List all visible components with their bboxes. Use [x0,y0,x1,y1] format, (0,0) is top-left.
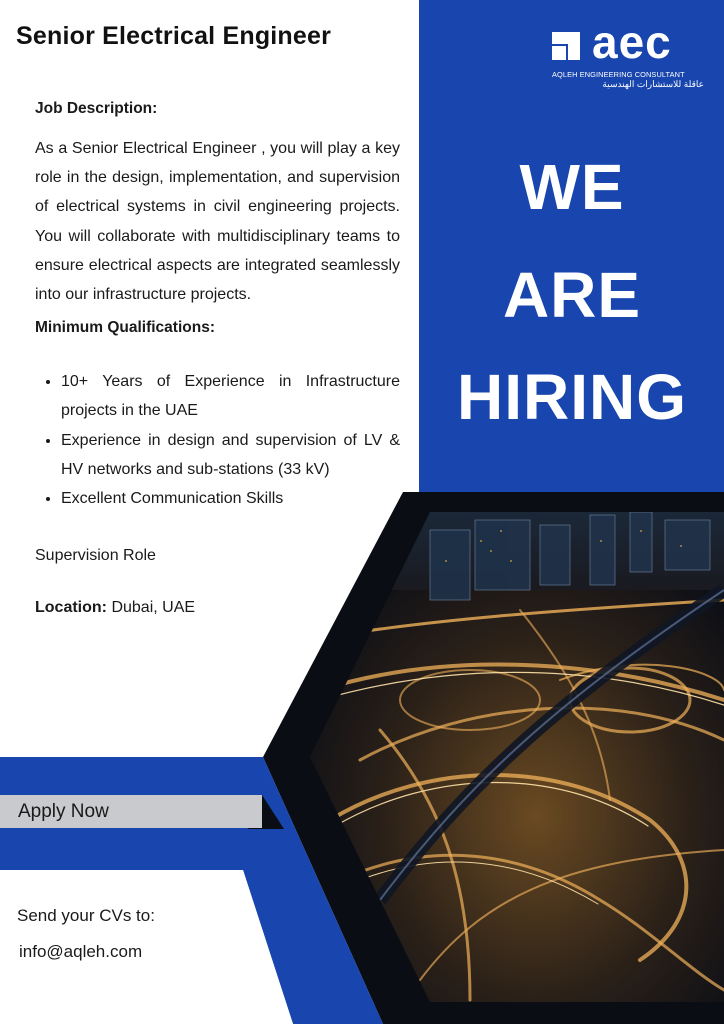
page-title: Senior Electrical Engineer [16,22,332,50]
logo-arrow-icon [550,26,590,66]
role-type: Supervision Role [35,547,156,565]
company-logo [550,16,706,94]
job-description-text: As a Senior Electrical Engineer , you will play a key role in the design, implementation, and supervision of electrical systems in civil engineering projects. You will collaborate with multidisciplinary teams to ensure electrical aspects are integrated seamlessly into our infrastructure projects. [35,140,400,304]
location-label: Location: [35,599,107,617]
job-details [35,100,400,617]
location [35,599,400,617]
logo-company-name: AQLEH ENGINEERING CONSULTANT [552,70,685,79]
logo-wordmark: aec [592,16,672,68]
location-value: Dubai, UAE [111,599,196,617]
hiring-word-are: ARE [502,259,642,331]
hiring-word-we: WE [519,151,625,223]
logo-arabic-name: عاقلة للاستشارات الهندسية [602,79,704,89]
qualification-item: Experience in design and supervision of LV & HV networks and sub-stations (33 kV) [35,426,400,484]
qualifications-list [35,367,400,513]
apply-now-button[interactable]: Apply Now [0,795,262,828]
qualification-item: Excellent Communication Skills [35,484,400,513]
send-cv-label: Send your CVs to: [17,906,155,925]
qualification-item: 10+ Years of Experience in Infrastructure projects in the UAE [35,367,400,425]
hiring-word-hiring: HIRING [457,361,687,433]
contact-email-link[interactable]: info@aqleh.com [19,942,143,961]
job-description-heading: Job Description: [35,100,158,117]
qualifications-heading: Minimum Qualifications: [35,319,215,337]
